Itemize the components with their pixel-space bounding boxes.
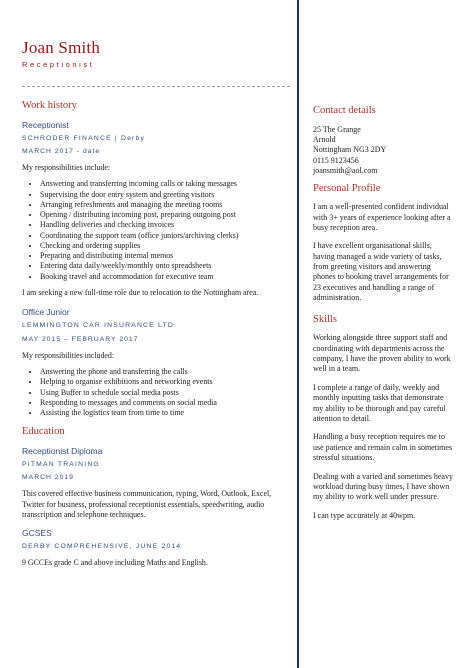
list-item: • Using Buffer to schedule social media posts	[40, 388, 292, 398]
job-org: SCHRODER FINANCE | Derby	[22, 134, 146, 142]
work-history-heading: Work history	[22, 100, 77, 111]
list-item: • Helping to organise exhibitions and networking events	[40, 377, 292, 387]
list-item: • Assisting the logistics team from time to time	[40, 408, 292, 418]
edu-dates: MARCH 2019	[22, 474, 74, 482]
edu-org: PITMAN TRAINING	[22, 461, 100, 469]
profile-paragraph: I am a well-presented confident individual with 3+ years of experience looking after a busy reception area.	[313, 202, 451, 232]
main-column	[22, 100, 292, 568]
edu-desc: This covered effective business communication, typing, Word, Outlook, Excel, Twitter for business, professional receptionist essentials, speedwriting, audio transcription and telephone techniques.	[22, 489, 272, 519]
list-item: • Entering data daily/weekly/monthly onto spreadsheets	[40, 261, 292, 271]
list-item: • Supervising the door entry system and greeting visitors	[40, 190, 292, 200]
contact-email: joansmith@aol.com	[313, 166, 378, 176]
job-intro: My responsibilities included:	[22, 350, 115, 360]
job-note: I am seeking a new full-time role due to relocation to the Nottingham area.	[22, 288, 259, 298]
edu-desc: 9 GCCEs grade C and above including Maths and English.	[22, 557, 208, 567]
edu-title: Receptionist Diploma	[22, 445, 103, 456]
skills-paragraph: I complete a range of daily, weekly and monthly inputting tasks that demonstrate my ability to be thorough and pay careful attention to detail.	[313, 382, 446, 423]
job-org: LEMMINGTON CAR INSURANCE LTD	[22, 322, 174, 330]
list-item: • Checking and ordering supplies	[40, 241, 292, 251]
vertical-rule	[297, 0, 299, 668]
job-title: Office Junior	[22, 307, 70, 318]
dashed-divider	[22, 86, 290, 87]
sidebar-column	[313, 105, 453, 521]
skills-paragraph: I can type accurately at 40wpm.	[313, 510, 416, 520]
list-item: • Opening / distributing incoming post, preparing outgoing post	[40, 210, 292, 220]
job-bullets	[22, 179, 292, 282]
profile-paragraph: I have excellent organisational skills, having managed a wide variety of tasks, from greeting visitors and answering phones to booking travel arrangements for 23 executives and handling a range of administration.	[313, 241, 449, 303]
job-bullets	[22, 367, 292, 418]
skills-paragraph: Dealing with a varied and sometimes heavy workload during busy times, I have shown my ability to work well under pressure.	[313, 471, 453, 502]
edu-title: GCSES	[22, 528, 52, 539]
contact-line: Arnold	[313, 134, 336, 144]
list-item: • Responding to messages and comments on social media	[40, 398, 292, 408]
list-item: • Booking travel and accommodation for executive team	[40, 272, 292, 282]
contact-phone: 0115 9123456	[313, 155, 359, 165]
list-item: • Coordinating the support team (office juniors/archiving clerks)	[40, 231, 292, 241]
list-item: • Answering and transferring incoming calls or taking messages	[40, 179, 292, 189]
contact-line: Nottingham NG3 2DY	[313, 145, 387, 155]
job-dates: MARCH 2017 - date	[22, 147, 101, 155]
contact-line: 25 The Grange	[313, 124, 361, 134]
candidate-name: Joan Smith	[22, 38, 101, 57]
contact-heading: Contact details	[313, 105, 376, 116]
list-item: • Answering the phone and transferring the calls	[40, 367, 292, 377]
job-intro: My responsibilities include:	[22, 163, 111, 173]
profile-heading: Personal Profile	[313, 182, 381, 194]
list-item: • Handling deliveries and checking invoices	[40, 220, 292, 230]
skills-heading: Skills	[313, 313, 337, 325]
edu-org: DERBY COMPREHENSIVE, JUNE 2014	[22, 543, 182, 551]
job-title: Receptionist	[22, 119, 69, 130]
skills-paragraph: Handling a busy reception requires me to use patience and remain calm in sometimes stressful situations.	[313, 432, 453, 463]
skills-paragraph: Working alongside three support staff and coordinating with departments across the company, I have the proven ability to work well in a team.	[313, 333, 451, 374]
list-item: • Preparing and distributing internal memos	[40, 251, 292, 261]
candidate-role: Receptionist	[22, 60, 95, 69]
job-dates: MAY 2015 – FEBRUARY 2017	[22, 335, 139, 343]
list-item: • Arranging refreshments and managing the meeting rooms	[40, 200, 292, 210]
education-heading: Education	[22, 426, 65, 438]
